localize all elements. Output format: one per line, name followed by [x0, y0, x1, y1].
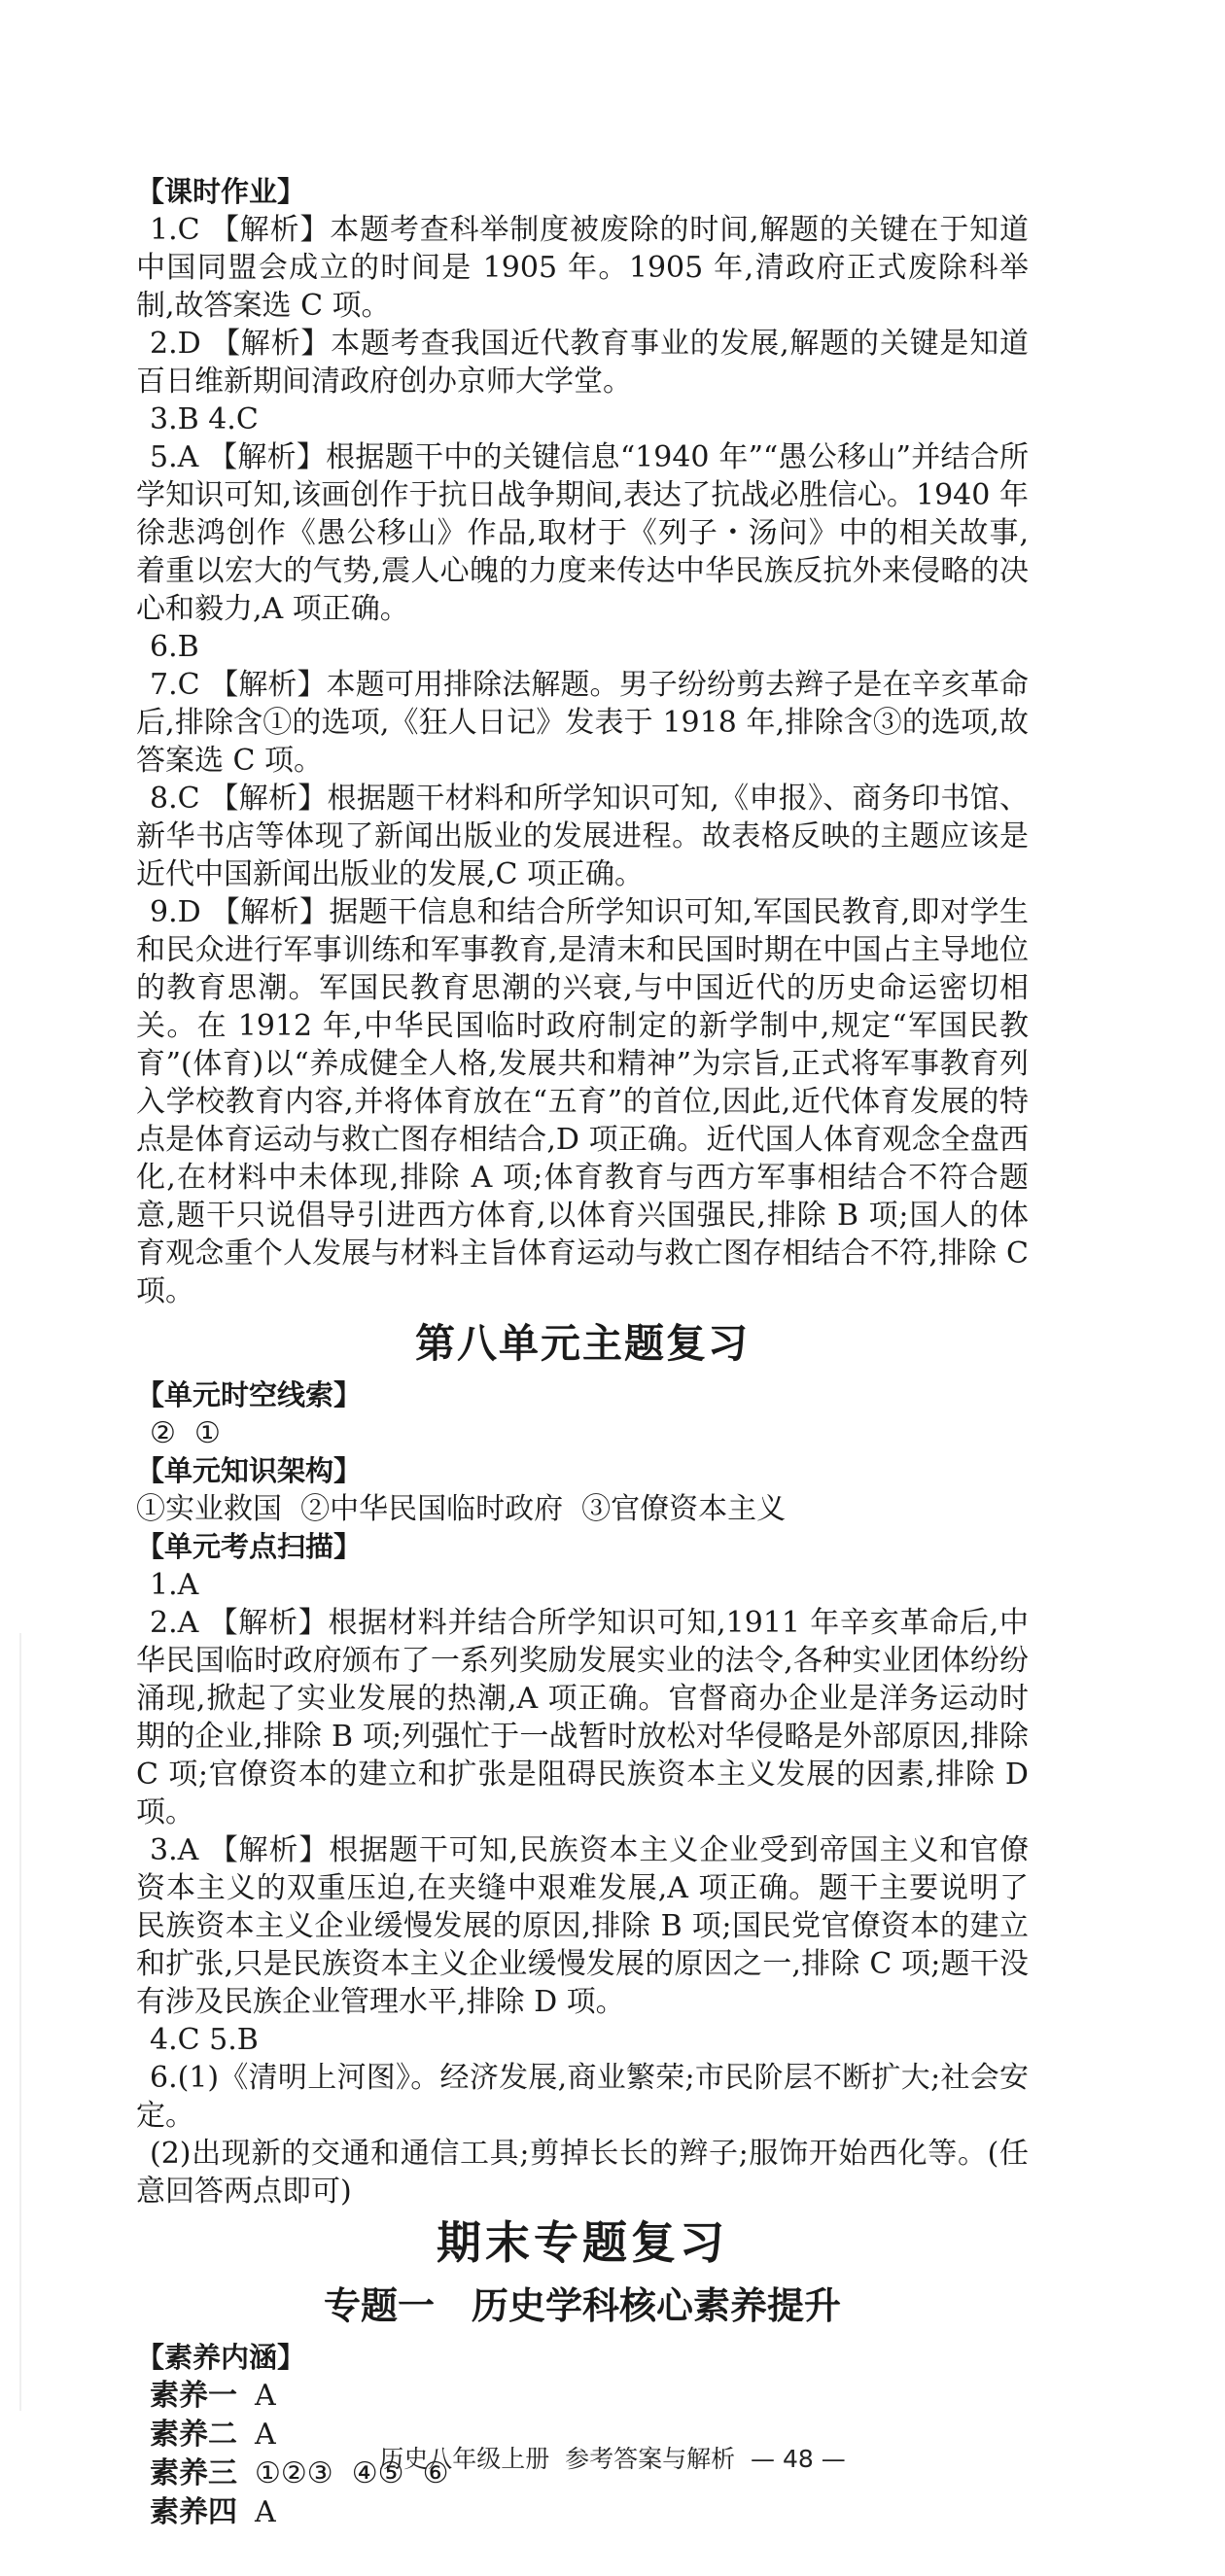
suyang-answer: A [255, 2418, 276, 2452]
unit8-item: 3.A 【解析】根据题干可知,民族资本主义企业受到帝国主义和官僚资本主义的双重压迫,在夹缝中艰难发展,A 项正确。题干主要说明了民族资本主义企业缓慢发展的原因,排除 B 项;国民党官僚资本的建立和扩张,只是民族资本主义企业缓慢发展的原因之一,排除 C 项;题干没有涉及民族企业管理水平,排除 D 项。 [136, 1833, 1029, 2019]
unit8-item: 1.A [150, 1568, 199, 1602]
unit8-item: 2.A 【解析】根据材料并结合所学知识可知,1911 年辛亥革命后,中华民国临时政府颁布了一系列奖励发展实业的法令,各种实业团体纷纷涌现,掀起了实业发展的热潮,A 项正确。官督商办企业是洋务运动时期的企业,排除 B 项;列强忙于一战暂时放松对华侵略是外部原因,排除 C 项;官僚资本的建立和扩张是阻碍民族资本主义发展的因素,排除 D 项。 [136, 1606, 1038, 1829]
connotation-heading: 【素养内涵】 [136, 2341, 306, 2374]
unit8-item: 6.(1)《清明上河图》。经济发展,商业繁荣;市民阶层不断扩大;社会安定。 [136, 2061, 1029, 2133]
suyang-answer: A [255, 2495, 276, 2529]
framework-answer: ①实业救国 ②中华民国临时政府 ③官僚资本主义 [136, 1492, 787, 1526]
homework-item: 3.B 4.C [150, 402, 259, 436]
suyang-answer: A [255, 2379, 276, 2413]
suyang-answer: ①②③ ④⑤ ⑥ [255, 2456, 449, 2490]
suyang-label: 素养一 [150, 2379, 237, 2413]
homework-list [136, 211, 1038, 1310]
suyang-row [136, 2493, 1029, 2532]
unit8-answer-list [136, 1566, 1038, 2210]
homework-item: 2.D 【解析】本题考查我国近代教育事业的发展,解题的关键是知道百日维新期间清政府创办京师大学堂。 [136, 327, 1029, 399]
homework-item: 1.C 【解析】本题考查科举制度被废除的时间,解题的关键在于知道中国同盟会成立的时间是 1905 年。1905 年,清政府正式废除科举制,故答案选 C 项。 [136, 213, 1029, 323]
framework-heading: 【单元知识架构】 [136, 1454, 363, 1487]
homework-item: 8.C 【解析】根据题干材料和所学知识可知,《申报》、商务印书馆、新华书店等体现了新闻出版业的发展进程。故表格反映的主题应该是近代中国新闻出版业的发展,C 项正确。 [136, 782, 1029, 891]
homework-item: 5.A 【解析】根据题干中的关键信息“1940 年”“愚公移山”并结合所学知识可知,该画创作于抗日战争期间,表达了抗战必胜信心。1940 年徐悲鸿创作《愚公移山》作品,取材于《列子・汤问》中的相关故事,着重以宏大的气势,震人心魄的力度来传达中华民族反抗外来侵略的决心和毅力,A 项正确。 [136, 440, 1029, 626]
homework-heading: 【课时作业】 [136, 175, 306, 208]
suyang-label: 素养二 [150, 2418, 237, 2452]
suyang-label: 素养四 [150, 2495, 237, 2529]
answer-content [136, 173, 1038, 2532]
unit8-item: 4.C 5.B [150, 2023, 259, 2057]
timeline-heading: 【单元时空线索】 [136, 1378, 363, 1411]
homework-item: 9.D 【解析】据题干信息和结合所学知识可知,军国民教育,即对学生和民众进行军事训练和军事教育,是清末和民国时期在中国占主导地位的教育思潮。军国民教育思潮的兴衰,与中国近代的历史命运密切相关。在 1912 年,中华民国临时政府制定的新学制中,规定“军国民教育”(体育)以“养成健全人格,发展共和精神”为宗旨,正式将军事教育列入学校教育内容,并将体育放在“五育”的首位,因此,近代体育发展的特点是体育运动与救亡图存相结合,D 项正确。近代国人体育观念全盘西化,在材料中未体现,排除 A 项;体育教育与西方军事相结合不符合题意,题干只说倡导引进西方体育,以体育兴国强民,排除 B 项;国人的体育观念重个人发展与材料主旨体育运动与救亡图存相结合不符,排除 C 项。 [136, 895, 1038, 1308]
suyang-label: 素养三 [150, 2456, 237, 2490]
scan-heading: 【单元考点扫描】 [136, 1530, 363, 1563]
homework-item: 6.B [150, 630, 199, 664]
page-footer: 历史八年级上册 参考答案与解析 — 48 — [379, 2445, 846, 2473]
suyang-row [136, 2377, 1029, 2416]
topic-one-title: 专题一 历史学科核心素养提升 [323, 2284, 841, 2327]
final-review-title: 期末专题复习 [437, 2216, 728, 2269]
scan-edge-line [19, 1633, 21, 2411]
timeline-answer: ② ① [150, 1416, 221, 1450]
unit8-item: (2)出现新的交通和通信工具;剪掉长长的辫子;服饰开始西化等。(任意回答两点即可) [136, 2137, 1029, 2209]
unit8-title: 第八单元主题复习 [415, 1320, 750, 1367]
homework-item: 7.C 【解析】本题可用排除法解题。男子纷纷剪去辫子是在辛亥革命后,排除含①的选项,《狂人日记》发表于 1918 年,排除含③的选项,故答案选 C 项。 [136, 668, 1029, 778]
